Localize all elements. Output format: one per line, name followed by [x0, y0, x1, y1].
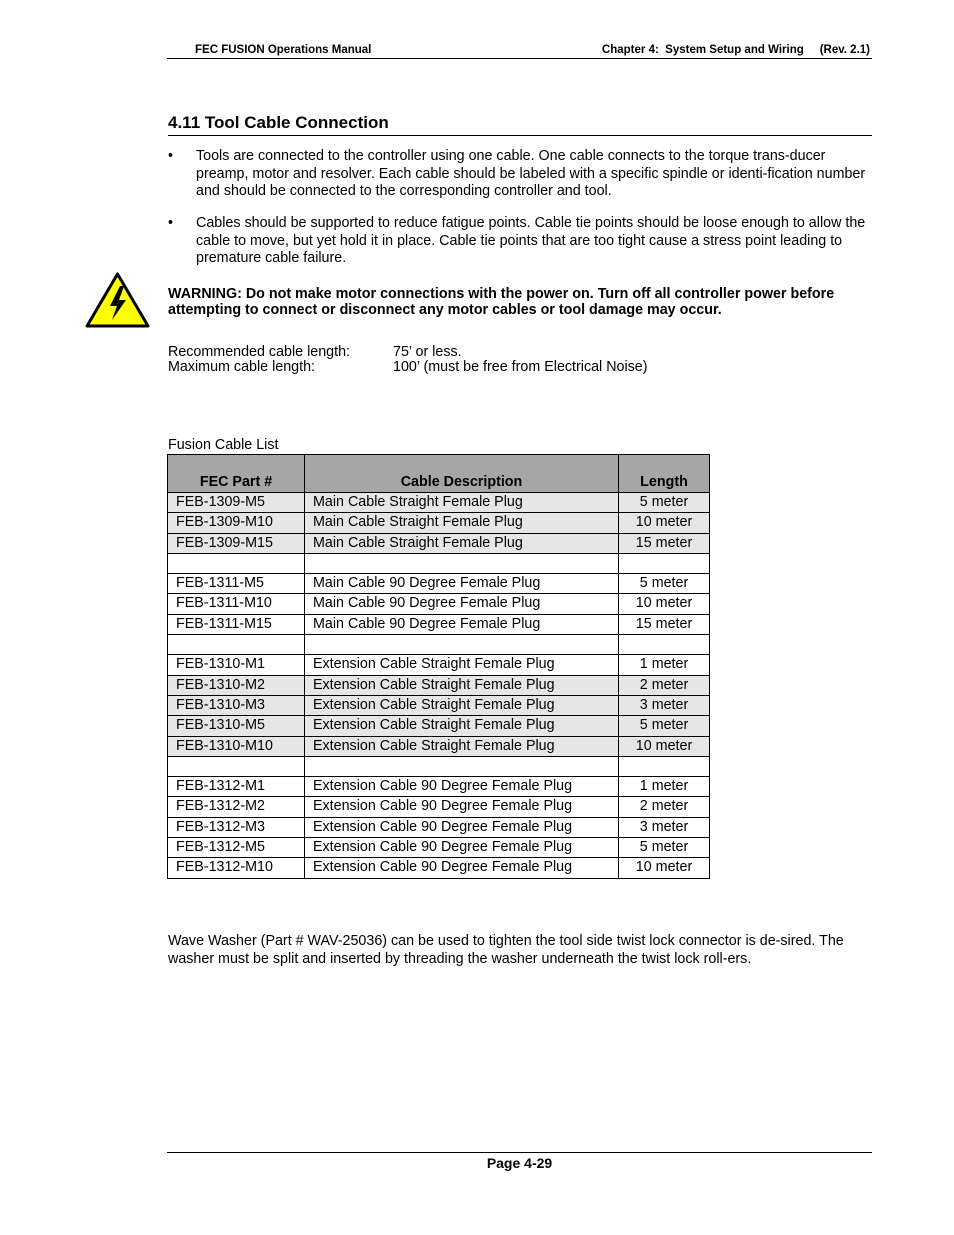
table-row [168, 513, 710, 533]
cell-description: Extension Cable Straight Female Plug [305, 655, 619, 675]
cell-description [305, 553, 619, 573]
cell-length: 10 meter [619, 858, 710, 878]
cell-length: 2 meter [619, 797, 710, 817]
table-row [168, 777, 710, 797]
cell-length [619, 635, 710, 655]
cell-part: FEB-1310-M2 [168, 675, 305, 695]
page-number: Page 4-29 [167, 1152, 872, 1171]
cell-length [619, 756, 710, 776]
cell-length: 10 meter [619, 736, 710, 756]
cell-description: Extension Cable 90 Degree Female Plug [305, 858, 619, 878]
table-header-row [168, 455, 710, 493]
cell-length: 5 meter [619, 716, 710, 736]
column-header-description: Cable Description [305, 455, 619, 493]
table-row [168, 838, 710, 858]
cell-part: FEB-1309-M15 [168, 533, 305, 553]
table-row [168, 553, 710, 573]
spec-row [168, 359, 648, 375]
cell-length: 1 meter [619, 655, 710, 675]
column-header-part: FEC Part # [168, 455, 305, 493]
high-voltage-warning-icon [85, 272, 150, 328]
table-row [168, 655, 710, 675]
cell-description [305, 756, 619, 776]
cell-description [305, 635, 619, 655]
cell-length: 10 meter [619, 594, 710, 614]
cell-part: FEB-1312-M1 [168, 777, 305, 797]
cell-part: FEB-1310-M3 [168, 695, 305, 715]
cell-description: Main Cable Straight Female Plug [305, 493, 619, 513]
manual-title: FEC FUSION Operations Manual [195, 44, 372, 56]
table-row [168, 493, 710, 513]
cell-length: 1 meter [619, 777, 710, 797]
cell-part: FEB-1312-M3 [168, 817, 305, 837]
cell-part: FEB-1309-M5 [168, 493, 305, 513]
table-row [168, 797, 710, 817]
cell-part: FEB-1310-M10 [168, 736, 305, 756]
cell-length: 3 meter [619, 817, 710, 837]
cell-part: FEB-1311-M10 [168, 594, 305, 614]
table-row [168, 756, 710, 776]
cell-description: Extension Cable 90 Degree Female Plug [305, 838, 619, 858]
cell-part: FEB-1311-M15 [168, 614, 305, 634]
spec-value: 100’ (must be free from Electrical Noise) [393, 359, 648, 375]
cell-length: 5 meter [619, 493, 710, 513]
table-row [168, 614, 710, 634]
cell-part: FEB-1310-M1 [168, 655, 305, 675]
cell-description: Extension Cable Straight Female Plug [305, 716, 619, 736]
table-row [168, 594, 710, 614]
bullet-dot: • [168, 148, 174, 164]
cell-description: Main Cable Straight Female Plug [305, 533, 619, 553]
cell-part: FEB-1309-M10 [168, 513, 305, 533]
spec-row [168, 344, 462, 360]
cell-description: Extension Cable 90 Degree Female Plug [305, 797, 619, 817]
table-caption: Fusion Cable List [168, 437, 279, 453]
cell-part: FEB-1310-M5 [168, 716, 305, 736]
cable-table [167, 454, 710, 879]
cell-length: 15 meter [619, 533, 710, 553]
cell-part [168, 635, 305, 655]
table-row [168, 675, 710, 695]
cell-length: 5 meter [619, 838, 710, 858]
table-row [168, 533, 710, 553]
cell-description: Extension Cable 90 Degree Female Plug [305, 817, 619, 837]
cell-length: 2 meter [619, 675, 710, 695]
page-header [167, 44, 872, 59]
table-row [168, 858, 710, 878]
wave-washer-note: Wave Washer (Part # WAV-25036) can be used to tighten the tool side twist lock connector is de-sired. The washer must be split and inserted by threading the washer underneath the twist lock roll-ers. [168, 933, 844, 967]
table-row [168, 817, 710, 837]
column-header-length: Length [619, 455, 710, 493]
cell-description: Main Cable 90 Degree Female Plug [305, 594, 619, 614]
bullet-dot: • [168, 215, 174, 231]
spec-label: Recommended cable length: [168, 344, 350, 360]
cell-part: FEB-1311-M5 [168, 574, 305, 594]
cell-description: Extension Cable Straight Female Plug [305, 675, 619, 695]
cell-part: FEB-1312-M5 [168, 838, 305, 858]
cell-part [168, 553, 305, 573]
cell-length: 5 meter [619, 574, 710, 594]
table-row [168, 716, 710, 736]
table-row [168, 635, 710, 655]
cell-length: 3 meter [619, 695, 710, 715]
cell-description: Main Cable 90 Degree Female Plug [305, 574, 619, 594]
cell-part: FEB-1312-M2 [168, 797, 305, 817]
table-row [168, 574, 710, 594]
spec-value: 75’ or less. [393, 344, 462, 360]
cell-description: Extension Cable Straight Female Plug [305, 736, 619, 756]
section-title: 4.11 Tool Cable Connection [168, 113, 872, 136]
table-row [168, 736, 710, 756]
cell-description: Extension Cable 90 Degree Female Plug [305, 777, 619, 797]
cell-description: Main Cable 90 Degree Female Plug [305, 614, 619, 634]
cell-length: 10 meter [619, 513, 710, 533]
table-row [168, 695, 710, 715]
cell-length: 15 meter [619, 614, 710, 634]
bullet-text: Cables should be supported to reduce fatigue points. Cable tie points should be loose enough to allow the cable to move, but yet hold it in place. Cable tie points that are too tight cause a stress point leading to premature cable failure. [196, 215, 866, 266]
chapter-title: Chapter 4: System Setup and Wiring (Rev. 2.1) [601, 44, 870, 56]
bullet-text: Tools are connected to the controller using one cable. One cable connects to the torque trans-ducer preamp, motor and resolver. Each cable should be labeled with a specific spindle or identi-fication number and should be connected to the corresponding controller and tool. [196, 148, 866, 199]
cell-description: Main Cable Straight Female Plug [305, 513, 619, 533]
spec-label: Maximum cable length: [168, 359, 316, 375]
warning-text: WARNING: Do not make motor connections with the power on. Turn off all controller power before attempting to connect or disconnect any motor cables or tool damage may occur. [168, 286, 835, 318]
cell-part: FEB-1312-M10 [168, 858, 305, 878]
cell-length [619, 553, 710, 573]
cell-part [168, 756, 305, 776]
cell-description: Extension Cable Straight Female Plug [305, 695, 619, 715]
